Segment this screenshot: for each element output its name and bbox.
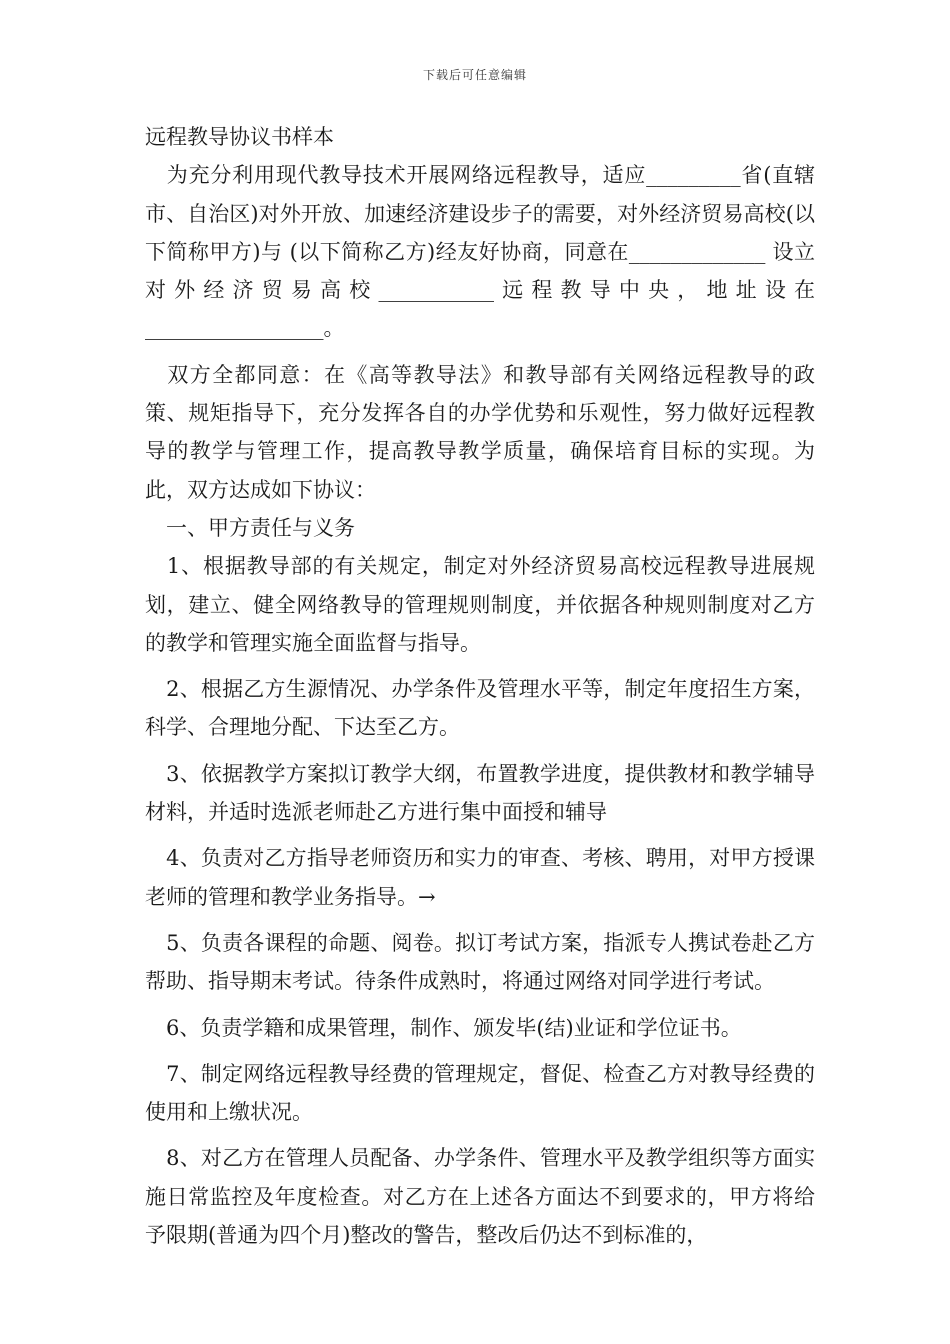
intro-paragraph: 为充分利用现代教导技术开展网络远程教导，适应_________省(直辖市、自治区)对外开放、加速经济建设步子的需要，对外经济贸易高校(以下简称甲方)与 (以下简称乙方)经友好协商，同意在_____________ 设立对外经济贸易高校___________远程教导中央，地址设在_________________。 (145, 163, 815, 341)
clause-3: 3、依据教学方案拟订教学大纲，布置教学进度，提供教材和教学辅导材料，并适时选派老师赴乙方进行集中面授和辅导 (145, 761, 815, 825)
clause-4: 4、负责对乙方指导老师资历和实力的审查、考核、聘用，对甲方授课老师的管理和教学业务指导。→ (145, 846, 815, 909)
section-heading: 一、甲方责任与义务 (145, 515, 355, 540)
clause-6: 6、负责学籍和成果管理，制作、颁发毕(结)业证和学位证书。 (145, 1015, 742, 1040)
clause-7: 7、制定网络远程教导经费的管理规定，督促、检查乙方对教导经费的使用和上缴状况。 (145, 1061, 815, 1125)
document-title: 远程教导协议书样本 (145, 125, 334, 149)
clause-1: 1、根据教导部的有关规定，制定对外经济贸易高校远程教导进展规划，建立、健全网络教导的管理规则制度，并依据各种规则制度对乙方的教学和管理实施全面监督与指导。 (145, 554, 815, 655)
clause-5: 5、负责各课程的命题、阅卷。拟订考试方案，指派专人携试卷赴乙方帮助、指导期末考试。待条件成熟时，将通过网络对同学进行考试。 (145, 930, 815, 994)
agreement-paragraph: 双方全都同意：在《高等教导法》和教导部有关网络远程教导的政策、规矩指导下，充分发挥各自的办学优势和乐观性，努力做好远程教导的教学与管理工作，提高教导教学质量，确保培育目标的实现。为此，双方达成如下协议： (145, 362, 815, 502)
clause-8: 8、对乙方在管理人员配备、办学条件、管理水平及教学组织等方面实施日常监控及年度检查。对乙方在上述各方面达不到要求的，甲方将给予限期(普通为四个月)整改的警告，整改后仍达不到标准的， (145, 1146, 815, 1248)
document-body (145, 118, 815, 1254)
page-header: 下载后可任意编辑 (422, 68, 527, 82)
clause-2: 2、根据乙方生源情况、办学条件及管理水平等，制定年度招生方案，科学、合理地分配、下达至乙方。 (145, 677, 815, 740)
